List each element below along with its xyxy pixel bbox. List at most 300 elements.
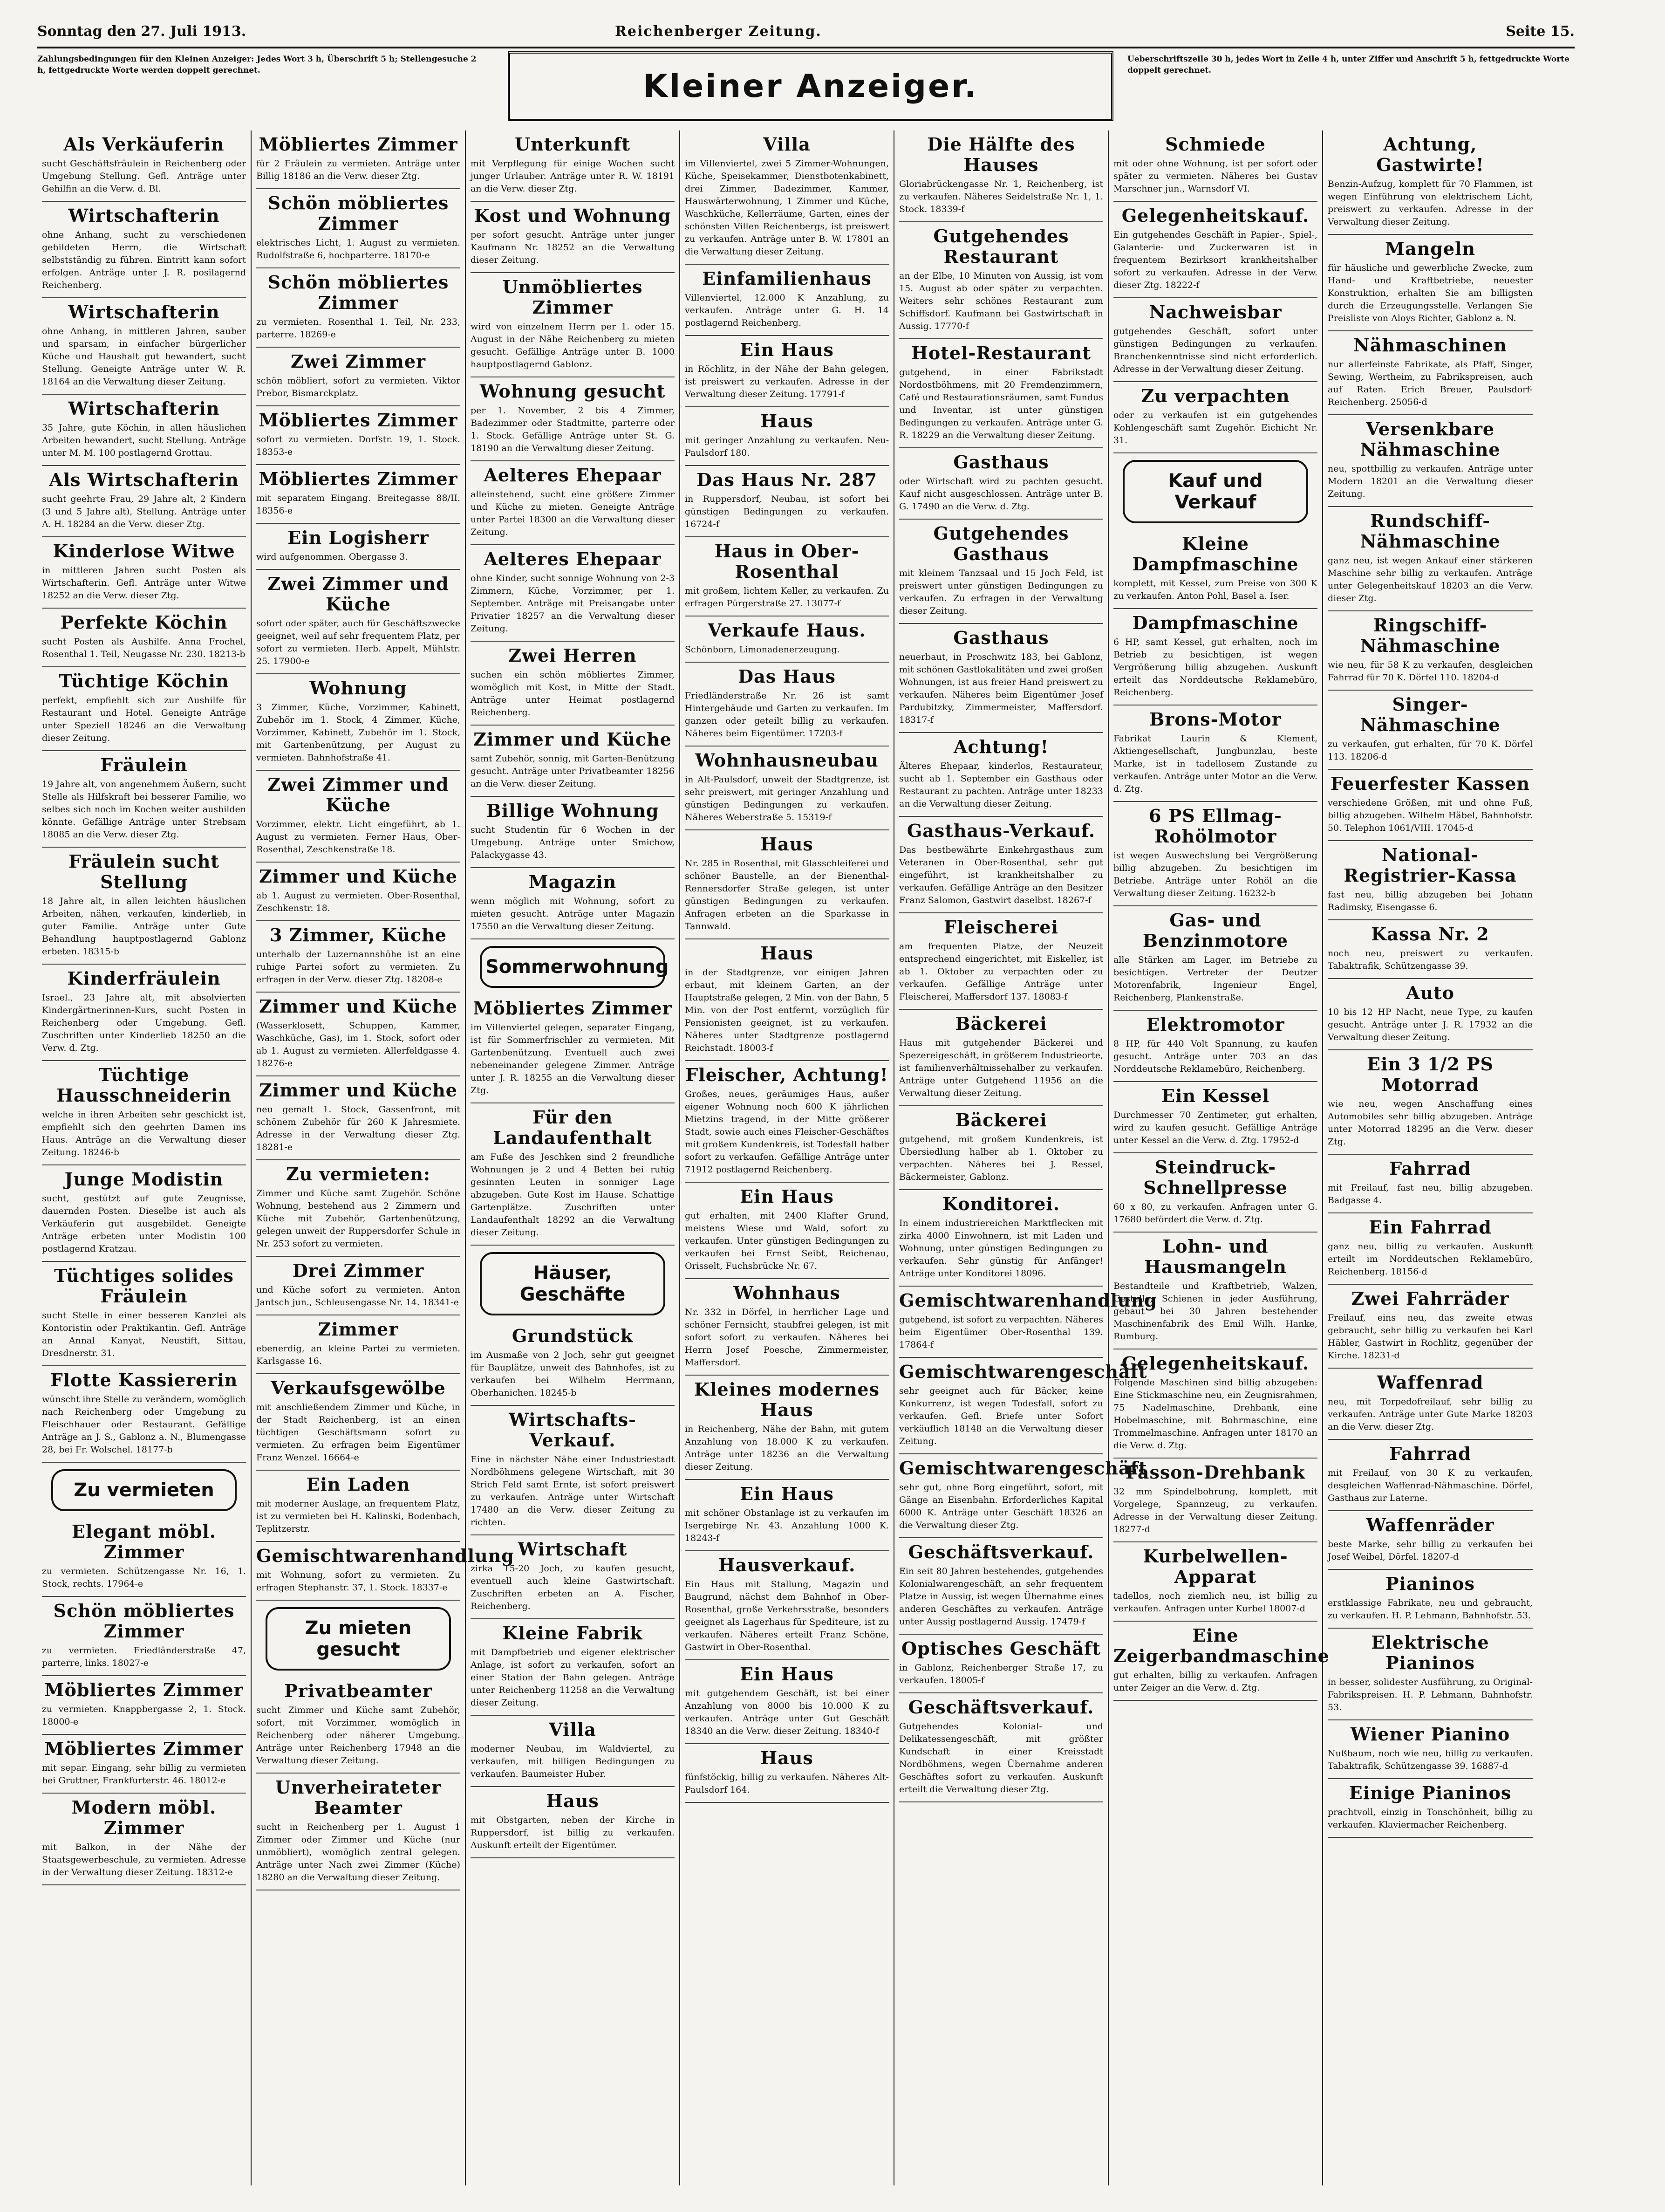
ad-text: elektrisches Licht, 1. August zu vermieten. Rudolfstraße 6, hochparterre. 18170-e (256, 238, 460, 260)
classified-ad (1328, 235, 1533, 331)
ad-text: mit kleinem Tanzsaal und 15 Joch Feld, ist preiswert unter günstigen Bedingungen zu verkaufen. Zu erfragen in der Verwaltung dieser Zeitung. (899, 568, 1103, 616)
ad-text: komplett, mit Kessel, zum Preise von 300 K zu verkaufen. Anton Pohl, Basel a. Iser. (1113, 578, 1317, 601)
ad-heading: Wirtschafts-Verkauf. (509, 1409, 636, 1451)
ad-text: mit Verpflegung für einige Wochen sucht junger Urlauber. Anträge unter R. W. 18191 an die Verw. dieser Ztg. (471, 158, 675, 194)
ad-heading: Zimmer und Küche (259, 866, 457, 887)
ad-text: Folgende Maschinen sind billig abzugeben: Eine Stickmaschine neu, ein Zeugnisrahmen, 75 Nadelmaschine, Drehbank, eine Hobelmaschine, mit Bohrmaschine, eine Trommelmaschine. Anfragen unter 18170 an die Verw. d. Ztg. (1113, 1377, 1317, 1451)
ad-heading: Fasson-Drehbank (1126, 1462, 1305, 1483)
classified-ad (42, 202, 246, 298)
ad-text: 6 HP, samt Kessel, gut erhalten, noch im Betrieb zu besichtigen, ist wegen Vergrößerung billig abzugeben. Auskunft erteilt das Norddeutsche Reklamebüro, Reichenberg. (1113, 637, 1317, 698)
classified-ad (256, 570, 460, 674)
ad-text: ohne Kinder, sucht sonnige Wohnung von 2-3 Zimmern, Küche, Vorzimmer, per 1. September. Anträge mit Preisangabe unter Privatier 18257 an die Verwaltung dieser Zeitung. (471, 573, 675, 634)
ad-text: 35 Jahre, gute Köchin, in allen häuslichen Arbeiten bewandert, sucht Stellung. Anträge unter M. M. 100 postlagernd Grottau. (42, 423, 246, 458)
ad-text: in Reichenberg, Nähe der Bahn, mit gutem Anzahlung von 18.000 K zu verkaufen. Anträge unter 18236 an die Verwaltung dieser Zeitung. (685, 1424, 889, 1472)
ad-text: Ein Haus mit Stallung, Magazin und Baugrund, nächst dem Bahnhof in Ober-Rosenthal, große Verkehrsstraße, besonders geeignet als Lagerhaus für Spediteure, ist zu verkaufen. Näheres erteilt Franz Schöne, Gastwirt in Ober-Rosenthal. (685, 1579, 889, 1652)
ad-heading: Hotel-Restaurant (911, 342, 1091, 363)
issue-date: Sonntag den 27. Juli 1913. (37, 23, 246, 40)
ad-heading: Ein Haus (740, 1186, 834, 1207)
ad-heading: Aelteres Ehepaar (484, 465, 662, 486)
ad-text: neu, mit Torpedofreilauf, sehr billig zu verkaufen. Anträge unter Gute Marke 18203 an die Verw. dieser Ztg. (1328, 1397, 1533, 1432)
ad-column (37, 130, 252, 2185)
ad-heading: Fahrrad (1389, 1158, 1471, 1179)
ad-text: Das bestbewährte Einkehrgasthaus zum Veteranen in Ober-Rosenthal, sehr gut eingeführt, ist krankheitshalber zu verkaufen. Gefällige Anträge an den Besitzer Franz Salomon, Gastwirt daselbst. 18267-f (899, 845, 1103, 905)
ad-text: sofort oder später, auch für Geschäftszwecke geeignet, weil auf sehr frequentem Platz, per sofort zu vermieten. Herb. Appelt, Mühlstr. 25. 17900-e (256, 618, 460, 666)
classified-ad (256, 1774, 460, 1890)
ad-text: ganz neu, ist wegen Ankauf einer stärkeren Maschine sehr billig zu verkaufen. Anträge unter Gelegenheitskauf 18203 an die Verw. dieser Ztg. (1328, 555, 1533, 603)
ad-heading: Gemischtwarenhandlung (256, 1545, 514, 1566)
classified-ad (685, 265, 889, 336)
ad-heading: Ein Kessel (1161, 1085, 1270, 1106)
classified-ad (471, 377, 675, 461)
ad-text: per sofort gesucht. Anträge unter junger Kaufmann Nr. 18252 an die Verwaltung dieser Zeitung. (471, 230, 675, 265)
ad-heading: Elegant möbl. Zimmer (72, 1521, 216, 1562)
ad-column (1323, 130, 1537, 2185)
ad-heading: Wirtschafterin (68, 398, 220, 419)
classified-ad (685, 1480, 889, 1551)
classified-ad (42, 1794, 246, 1885)
classified-ad (42, 1262, 246, 1366)
ad-heading: Ein Haus (740, 1664, 834, 1685)
classified-ad (42, 751, 246, 848)
ad-heading: Zwei Zimmer (290, 351, 426, 372)
ad-heading: Kinderfräulein (67, 968, 221, 989)
ad-heading: Lohn- und Hausmangeln (1144, 1236, 1287, 1277)
ad-text: sucht Geschäftsfräulein in Reichenberg oder Umgebung Stellung. Gefl. Anträge unter Gehilfin an die Verw. d. Bl. (42, 158, 246, 194)
ad-text: neuerbaut, in Proschwitz 183, bei Gablonz, mit schönen Gastlokalitäten und zwei großen Wohnungen, ist aus freier Hand preiswert zu verkaufen. Näheres beim Eigentümer Josef Pardubitzky, Zimmermeister, Maffersdorf. 18317-f (899, 652, 1103, 725)
ad-text: mit Wohnung, sofort zu vermieten. Zu erfragen Stephanstr. 37, 1. Stock. 18337-e (256, 1570, 460, 1593)
ad-heading: Schön möbliertes Zimmer (53, 1600, 235, 1642)
classified-ad (256, 1374, 460, 1471)
ad-heading: Pianinos (1385, 1573, 1475, 1594)
ad-heading: Ein Logisherr (287, 527, 429, 548)
ad-text: 10 bis 12 HP Nacht, neue Type, zu kaufen gesucht. Anträge unter J. R. 17932 an die Verwaltung dieser Zeitung. (1328, 1007, 1533, 1042)
classified-ad (1328, 331, 1533, 415)
ad-heading: Haus (760, 411, 813, 431)
classified-ad (471, 130, 675, 202)
ad-heading: Möbliertes Zimmer (44, 1679, 244, 1700)
ad-text: 3 Zimmer, Küche, Vorzimmer, Kabinett, Zubehör im 1. Stock, 4 Zimmer, Küche, Vorzimmer, Kabinett, Zubehör im 1. Stock, mit Gartenbenützung, per August zu vermieten. Bahnhofstraße 41. (256, 702, 460, 763)
ad-heading: Zimmer und Küche (473, 729, 672, 750)
classified-ad (471, 1103, 675, 1246)
ad-heading: Verkaufe Haus. (708, 620, 866, 641)
ad-text: oder Wirtschaft wird zu pachten gesucht. Kauf nicht ausgeschlossen. Anträge unter B. G. 17490 an die Verw. d. Ztg. (899, 476, 1103, 512)
ad-text: in besser, solidester Ausführung, zu Original-Fabrikspreisen. H. P. Lehmann, Bahnhofstr. 53. (1328, 1677, 1533, 1712)
page-number: Seite 15. (1506, 23, 1575, 40)
ad-text: Fabrikat Laurin & Klement, Aktiengesellschaft, Jungbunzlau, beste Marke, ist in tadellosem Zustande zu verkaufen. Anträge unter Motor an die Verw. d. Ztg. (1113, 733, 1317, 794)
ad-text: Benzin-Aufzug, komplett für 70 Flammen, ist wegen Einführung von elektrischem Licht, preiswert zu verkaufen. Adresse in der Verwaltung dieser Zeitung. (1328, 179, 1533, 227)
ad-text: an der Elbe, 10 Minuten von Aussig, ist vom 15. August ab oder später zu verpachten. Weiters sehr schönes Restaurant zum Schiffsdorf. Kaufmann bei Gastwirtschaft in Aussig. 17770-f (899, 271, 1103, 331)
ad-heading: Haus in Ober-Rosenthal (714, 541, 860, 582)
ad-heading: Wohnung gesucht (479, 381, 666, 402)
ad-text: wünscht ihre Stelle zu verändern, womöglich nach Reichenberg oder Umgebung zu Fleischhauer oder Restaurant. Gefällige Anträge an J. S., Gablonz a. N., Blumengasse 28, bei Fr. Wolschel. 18177-b (42, 1394, 246, 1455)
ad-text: für 2 Fräulein zu vermieten. Anträge unter Billig 18186 an die Verw. dieser Ztg. (256, 158, 460, 181)
ad-text: 18 Jahre alt, in allen leichten häuslichen Arbeiten, nähen, verkaufen, kinderlieb, in guter Familie. Anträge unter Gute Behandlung hauptpostlagernd Gablonz erbeten. 18315-b (42, 896, 246, 957)
ad-text: sucht Studentin für 6 Wochen in der Umgebung. Anträge unter Smichow, Palackygasse 43. (471, 825, 675, 860)
ad-heading: Fräulein (100, 754, 188, 775)
classified-ad (471, 1406, 675, 1535)
ad-heading: Drei Zimmer (292, 1260, 424, 1281)
section-heading-box: Zu vermieten (51, 1469, 237, 1511)
ad-text: am frequenten Platze, der Neuzeit entsprechend eingerichtet, mit Eiskeller, ist ab 1. Oktober zu verpachten oder zu verkaufen. Gefällige Anträge unter Fleischerei, Maffersdorf 137. 18083-f (899, 941, 1103, 1002)
ad-heading: Gutgehendes Gasthaus (933, 523, 1069, 564)
ad-heading: Gasthaus-Verkauf. (907, 820, 1096, 841)
ad-heading: Für den Landaufenthalt (493, 1107, 652, 1148)
ad-text: ist wegen Auswechslung bei Vergrößerung billig abzugeben. Zu besichtigen im Betriebe. Anträge unter Rohöl an die Verwaltung dieser Zeitung. 16232-b (1113, 850, 1317, 898)
ad-heading: Fleischerei (944, 917, 1058, 938)
classified-ad (256, 993, 460, 1076)
ad-text: Friedländerstraße Nr. 26 ist samt Hintergebäude und Garten zu verkaufen. Im ganzen oder geteilt billig zu verkaufen. Näheres beim Eigentümer. 17203-f (685, 691, 889, 739)
classified-ad (899, 1010, 1103, 1106)
classified-ad (1113, 609, 1317, 705)
ad-heading: Zwei Zimmer und Küche (267, 774, 449, 815)
classified-ad (685, 746, 889, 830)
ad-text: Durchmesser 70 Zentimeter, gut erhalten, wird zu kaufen gesucht. Gefällige Anträge unter Kessel an die Verw. d. Ztg. 17952-d (1113, 1110, 1317, 1145)
ad-heading: Gemischtwarengeschäft (899, 1361, 1147, 1382)
classified-ad (256, 524, 460, 570)
ad-text: in der Stadtgrenze, vor einigen Jahren erbaut, mit kleinem Garten, an der Hauptstraße gelegen, 2 Min. von der Bahn, 5 Min. von der Post entfernt, vorzüglich für Pensionisten geeignet, ist zu verkaufen. Näheres unter Stadtgrenze postlagernd Reichstadt. 18003-f (685, 967, 889, 1053)
ad-column (252, 130, 514, 2185)
ad-text: ab 1. August zu vermieten. Ober-Rosenthal, Zeschkenstr. 18. (256, 890, 460, 913)
classified-ad (1328, 1155, 1533, 1213)
classified-ad (1328, 770, 1533, 841)
ad-heading: Ein Haus (740, 1483, 834, 1504)
ad-heading: Dampfmaschine (1132, 612, 1299, 633)
ad-text: gut erhalten, mit 2400 Klafter Grund, meistens Wiese und Wald, sofort zu verkaufen. Unter günstigen Bedingungen zu verkaufen bei Ernst Seibt, Reichenau, Orisselt, Fuchsbrücke Nr. 67. (685, 1211, 889, 1271)
ad-text: mit oder ohne Wohnung, ist per sofort oder später zu vermieten. Näheres bei Gustav Marschner jun., Warnsdorf VI. (1113, 158, 1317, 194)
ad-text: wie neu, für 58 K zu verkaufen, desgleichen Fahrrad für 70 K. Dörfel 110. 18204-d (1328, 660, 1533, 683)
classified-ad (1328, 611, 1533, 691)
classified-ad (899, 1538, 1103, 1635)
ad-text: mit anschließendem Zimmer und Küche, in der Stadt Reichenberg, ist an einen tüchtigen Geschäftsmann sofort zu vermieten. Zu erfragen beim Eigentümer Franz Wenzel. 16664-e (256, 1402, 460, 1463)
classified-ad (1328, 1720, 1533, 1779)
ad-heading: Fleischer, Achtung! (685, 1064, 888, 1085)
classified-ad (685, 1660, 889, 1744)
ad-heading: Gelegenheitskauf. (1121, 205, 1310, 226)
ad-text: mit großem, lichtem Keller, zu verkaufen. Zu erfragen Pürgerstraße 27. 13077-f (685, 586, 889, 609)
classified-ad (899, 339, 1103, 448)
ad-heading: Als Wirtschafterin (49, 469, 239, 490)
ad-heading: Villa (763, 134, 811, 155)
classified-ad (1113, 802, 1317, 906)
ad-heading: Privatbeamter (284, 1680, 432, 1701)
ad-text: gutgehend, ist sofort zu verpachten. Näheres beim Eigentümer Ober-Rosenthal 139. 17864-f (899, 1315, 1103, 1350)
classified-ad (42, 130, 246, 202)
classified-ad (471, 461, 675, 545)
section-heading-box: Häuser, Geschäfte (480, 1252, 665, 1315)
classified-ad (42, 466, 246, 537)
classified-ad (256, 1257, 460, 1315)
ad-text: gutgehend, mit großem Kundenkreis, ist Übersiedlung halber ab 1. Oktober zu verpachten. Näheres bei J. Ressel, Bäckermeister, Gablonz. (899, 1134, 1103, 1182)
classified-ad (256, 1160, 460, 1257)
classified-ad (471, 202, 675, 273)
ad-text: Nr. 332 in Dörfel, in herrlicher Lage und schöner Fernsicht, staubfrei gelegen, ist mit sofort sofort zu verkaufen. Näheres bei Herrn Josef Poesche, Zimmermeister, Maffersdorf. (685, 1307, 889, 1368)
ad-heading: Kurbelwellen-Apparat (1143, 1546, 1288, 1587)
classified-ad (256, 674, 460, 771)
ad-text: nur allerfeinste Fabrikate, als Pfaff, Singer, Sewing, Wertheim, zu Fabrikspreisen, auch auf Raten. Erich Breuer, Paulsdorf-Reichenberg. 25056-d (1328, 359, 1533, 407)
classified-ad (899, 624, 1103, 733)
ad-text: fünfstöckig, billig zu verkaufen. Näheres Alt-Paulsdorf 164. (685, 1772, 889, 1795)
classified-ad (899, 520, 1103, 624)
ad-text: und Küche sofort zu vermieten. Anton Jantsch jun., Schleusengasse Nr. 14. 18341-e (256, 1285, 460, 1308)
ad-heading: Bäckerei (955, 1013, 1047, 1034)
classified-ad (1328, 1629, 1533, 1720)
ad-heading: Kleines modernes Haus (694, 1379, 880, 1420)
ad-heading: Gemischtwarengeschäft (899, 1458, 1147, 1479)
ad-column (894, 130, 1157, 2185)
ad-text: zu vermieten. Schützengasse Nr. 16, 1. Stock, rechts. 17964-e (42, 1566, 246, 1589)
classified-ad (685, 663, 889, 746)
ad-text: mit geringer Anzahlung zu verkaufen. Neu-Paulsdorf 180. (685, 435, 889, 458)
ad-text: Israel., 23 Jahre alt, mit absolvierten Kindergärtnerinnen-Kurs, sucht Posten in Reichenberg oder Umgebung. Gefl. Zuschriften unter Kinderlieb 18250 an die Verw. d. Ztg. (42, 993, 246, 1053)
classified-ad (1113, 1153, 1317, 1233)
classified-ad (899, 1693, 1103, 1802)
classified-ad (685, 1551, 889, 1660)
ad-heading: Gelegenheitskauf. (1121, 1353, 1310, 1374)
ad-text: Gloriabrückengasse Nr. 1, Reichenberg, ist zu verkaufen. Näheres Seidelstraße Nr. 1, 1. Stock. 18339-f (899, 179, 1103, 214)
classified-ad (471, 868, 675, 939)
ad-heading: Haus (546, 1790, 599, 1811)
ad-heading: Magazin (528, 871, 617, 892)
ad-text: tadellos, noch ziemlich neu, ist billig zu verkaufen. Anfragen unter Kurbel 18007-d (1113, 1591, 1317, 1614)
classified-ad (1328, 1050, 1533, 1155)
ad-text: zu vermieten. Knappbergasse 2, 1. Stock. 18000-e (42, 1704, 246, 1727)
ad-text: 8 HP, für 440 Volt Spannung, zu kaufen gesucht. Anträge unter 703 an das Norddeutsche Reklamebüro, Reichenberg. (1113, 1039, 1317, 1074)
classified-ad (1113, 1233, 1317, 1349)
ad-heading: Nähmaschinen (1353, 335, 1507, 356)
ad-heading: Kassa Nr. 2 (1371, 924, 1489, 945)
newspaper-page (37, 19, 1575, 2185)
ad-text: alle Stärken am Lager, im Betriebe zu besichtigen. Vertreter der Deutzer Motorenfabrik, Ingenieur Engel, Reichenberg, Plankenstraße. (1113, 955, 1317, 1003)
ad-text: erstklassige Fabrikate, neu und gebraucht, zu verkaufen. H. P. Lehmann, Bahnhofstr. 53. (1328, 1598, 1533, 1621)
ad-heading: Einfamilienhaus (702, 268, 872, 289)
ad-text: in mittleren Jahren sucht Posten als Wirtschafterin. Gefl. Anträge unter Witwe 18252 an die Verw. dieser Ztg. (42, 565, 246, 601)
rates-right: Ueberschriftszeile 30 h, jedes Wort in Zeile 4 h, unter Ziffer und Anschrift 5 h, fettgedruckte Worte doppelt gerechnet. (1127, 55, 1569, 75)
ad-heading: Gutgehendes Restaurant (933, 226, 1069, 267)
classified-ad (256, 1542, 514, 1601)
classified-ad (685, 1376, 889, 1480)
ad-text: prachtvoll, einzig in Tonschönheit, billig zu verkaufen. Klaviermacher Reichenberg. (1328, 1807, 1533, 1830)
ad-text: sucht Posten als Aushilfe. Anna Frochel, Rosenthal 1. Teil, Neugasse Nr. 230. 18213-b (42, 637, 246, 659)
ad-heading: Geschäftsverkauf. (908, 1541, 1094, 1562)
classified-ad (471, 1619, 675, 1716)
ad-heading: Die Hälfte des Hauses (927, 134, 1075, 175)
ad-text: mit Obstgarten, neben der Kirche in Ruppersdorf, ist billig zu verkaufen. Auskunft erteilt der Eigentümer. (471, 1815, 675, 1850)
ad-text: mit moderner Auslage, an frequentem Platz, ist zu vermieten bei H. Kalinski, Bodenbach, Teplitzerstr. (256, 1499, 460, 1534)
ad-heading: Modern möbl. Zimmer (71, 1797, 217, 1838)
ad-text: Nr. 285 in Rosenthal, mit Glasschleiferei und schöner Baustelle, an der Bienenthal-Rennersdorfer Straße gelegen, ist unter günstigen Bedingungen zu verkaufen. Anfragen erbeten an die Sparkasse in Tannwald. (685, 858, 889, 931)
classified-ad (42, 1597, 246, 1676)
ad-text: oder zu verkaufen ist ein gutgehendes Kohlengeschäft samt Zugehör. Eichicht Nr. 31. (1113, 410, 1317, 445)
ad-text: sucht Zimmer und Küche samt Zubehör, sofort, mit Vorzimmer, womöglich in Reichenberg oder näherer Umgebung. Anträge unter Reichenberg 17948 an die Verwaltung dieser Zeitung. (256, 1705, 460, 1766)
ad-heading: Eine Zeigerbandmaschine (1113, 1625, 1330, 1666)
ad-column (680, 130, 894, 2185)
ad-text: neu gemalt 1. Stock, Gassenfront, mit schönem Zubehör für 260 K Jahresmiete. Adresse in der Verwaltung dieser Ztg. 18281-e (256, 1104, 460, 1152)
classified-ad (685, 537, 889, 616)
classified-ad (685, 1279, 889, 1376)
classified-ad (42, 298, 246, 395)
classified-ad (42, 1366, 246, 1463)
classified-ad (256, 189, 460, 268)
classified-ad (42, 1676, 246, 1735)
ad-heading: Das Haus Nr. 287 (696, 469, 878, 490)
ad-text: unterhalb der Luzernannshöhe ist an eine ruhige Partei sofort zu vermieten. Zu erfragen in der Verw. dieser Ztg. 18208-e (256, 949, 460, 985)
ad-text: in Alt-Paulsdorf, unweit der Stadtgrenze, ist sehr preiswert, mit geringer Anzahlung und günstigen Bedingungen zu verkaufen. Näheres Weberstraße 5. 15319-f (685, 774, 889, 822)
ad-text: mit Balkon, in der Nähe der Staatsgewerbeschule, zu vermieten. Adresse in der Verwaltung dieser Zeitung. 18312-e (42, 1842, 246, 1877)
ad-text: sucht Stelle in einer besseren Kanzlei als Kontoristin oder Praktikantin. Gefl. Anträge an Annal Kanyat, Neustift, Sittau, Dresdnerstr. 31. (42, 1310, 246, 1358)
classified-ad (899, 222, 1103, 339)
ad-heading: Ein Laden (306, 1474, 410, 1495)
classified-ad (1328, 1440, 1533, 1511)
ad-text: mit Freilauf, von 30 K zu verkaufen, desgleichen Waffenrad-Nähmaschine. Dörfel, Gasthaus zur Laterne. (1328, 1468, 1533, 1503)
ad-heading: National-Registrier-Kassa (1344, 844, 1517, 886)
ad-heading: Möbliertes Zimmer (259, 410, 458, 431)
classified-ad (42, 965, 246, 1061)
classified-ad (1113, 1082, 1317, 1153)
ad-text: sucht in Reichenberg per 1. August 1 Zimmer oder Zimmer und Küche (nur unmöbliert), womöglich zentral gelegen. Anträge unter Nach zwei Zimmer (Küche) 18280 an die Verwaltung dieser Zeitung. (256, 1822, 460, 1883)
classified-ad (1328, 979, 1533, 1050)
classified-ad (899, 1454, 1147, 1538)
classified-ad (685, 616, 889, 663)
ad-heading: Fahrrad (1389, 1443, 1471, 1464)
ad-heading: Mangeln (1385, 238, 1476, 259)
classified-ad (899, 1287, 1157, 1358)
classified-ad (685, 1744, 889, 1803)
ad-heading: Bäckerei (955, 1109, 1047, 1130)
classified-ad (471, 797, 675, 868)
ad-text: zirka 15-20 Joch, zu kaufen gesucht, eventuell auch kleine Gastwirtschaft. Zuschriften erbeten an A. Fischer, Reichenberg. (471, 1563, 675, 1611)
ad-heading: Auto (1406, 982, 1454, 1003)
ad-text: Älteres Ehepaar, kinderlos, Restaurateur, sucht ab 1. September ein Gasthaus oder Restaurant zu pachten. Anträge unter 18233 an die Verwaltung dieser Zeitung. (899, 761, 1103, 809)
classified-ad (899, 1358, 1147, 1454)
ad-heading: Hausverkauf. (718, 1555, 856, 1575)
ad-heading: Möbliertes Zimmer (259, 468, 458, 489)
classified-ad (1113, 298, 1317, 382)
ad-text: zu vermieten. Rosenthal 1. Teil, Nr. 233, parterre. 18269-e (256, 317, 460, 340)
classified-ad (1328, 1779, 1533, 1838)
ad-text: ganz neu, billig zu verkaufen. Auskunft erteilt im Norddeutschen Reklamebüro, Reichenberg. 18156-d (1328, 1241, 1533, 1277)
ad-heading: Versenkbare Nähmaschine (1360, 418, 1501, 460)
ad-heading: Möbliertes Zimmer (473, 998, 672, 1019)
ad-text: in Gablonz, Reichenberger Straße 17, zu verkaufen. 18005-f (899, 1663, 1103, 1685)
classified-ad (1328, 130, 1533, 235)
ad-heading: 6 PS Ellmag-Rohölmotor (1149, 805, 1282, 847)
ad-heading: Unmöbliertes Zimmer (502, 276, 643, 318)
ad-heading: Kinderlose Witwe (53, 541, 235, 562)
ad-text: wird von einzelnem Herrn per 1. oder 15. August in der Nähe Reichenberg zu mieten gesucht. Gefällige Anträge unter B. 1000 hauptpostlagernd Gablonz. (471, 322, 675, 370)
ad-text: in Röchlitz, in der Nähe der Bahn gelegen, ist preiswert zu verkaufen. Adresse in der Verwaltung dieser Zeitung. 17791-f (685, 364, 889, 399)
classified-ad (685, 939, 889, 1061)
ad-text: zu vermieten. Friedländerstraße 47, parterre, links. 18027-e (42, 1645, 246, 1668)
classified-ad (1113, 202, 1317, 298)
ad-text: in Ruppersdorf, Neubau, ist sofort bei günstigen Bedingungen zu verkaufen. 16724-f (685, 494, 889, 529)
classified-ad (1328, 415, 1533, 507)
ad-text: fast neu, billig abzugeben bei Johann Radimsky, Eisengasse 6. (1328, 890, 1533, 912)
classified-ad (899, 817, 1103, 913)
classified-ad (1328, 691, 1533, 770)
section-heading-box: Sommerwohnung (480, 946, 665, 988)
ad-text: neu, spottbillig zu verkaufen. Anträge unter Modern 18201 an die Verwaltung dieser Zeitung. (1328, 464, 1533, 499)
ad-text: sehr gut, ohne Borg eingeführt, sofort, mit Gänge an Eisenbahn. Erforderliches Kapital 6000 K. Anträge unter Geschäft 18326 an die Verwaltung dieser Ztg. (899, 1482, 1103, 1530)
ad-heading: Waffenrad (1377, 1372, 1484, 1393)
classified-ad (42, 667, 246, 751)
classified-ad (685, 830, 889, 939)
ad-heading: Schmiede (1165, 134, 1266, 155)
classified-ad (256, 1315, 460, 1374)
classified-ad (471, 1787, 675, 1858)
classified-ad (256, 863, 460, 921)
ad-text: Ein gutgehendes Geschäft in Papier-, Spiel-, Galanterie- und Zuckerwaren ist in frequentem Bezirksort krankheitshalber sofort zu verkaufen. Adresse in der Verw. dieser Ztg. 18222-f (1113, 230, 1317, 290)
ad-heading: Zimmer und Küche (259, 1080, 457, 1101)
ad-text: im Villenviertel gelegen, separater Eingang, ist für Sommerfrischler zu vermieten. Mit Gartenbenützung. Eventuell auch zwei nebeneinander gelegene Zimmer. Anträge unter J. R. 18255 an die Verwaltung dieser Ztg. (471, 1022, 675, 1096)
ad-text: (Wasserklosett, Schuppen, Kammer, Waschküche, Gas), im 1. Stock, sofort oder ab 1. August zu vermieten. Allerfeldgasse 4. 18276-e (256, 1020, 460, 1068)
ad-text: welche in ihren Arbeiten sehr geschickt ist, empfiehlt sich den geehrten Damen ins Haus. Anträge an die Verwaltung dieser Zeitung. 18246-b (42, 1109, 246, 1157)
ad-heading: Kleine Fabrik (502, 1623, 643, 1644)
ad-text: In einem industriereichen Marktflecken mit zirka 4000 Einwohnern, ist mit Laden und Wohnung, unter günstigen Bedingungen zu verkaufen. Sehr günstig für Anfänger! Anträge unter Konditorei 18096. (899, 1218, 1103, 1279)
classified-ad (256, 130, 460, 189)
rates-left: Zahlungsbedingungen für den Kleinen Anzeiger: Jedes Wort 3 h, Überschrift 5 h; Stellengesuche 2 h, fettgedruckte Worte werden doppelt gerechnet. (37, 55, 477, 75)
ad-text: 60 x 80, zu verkaufen. Anfragen unter G. 17680 befördert die Verw. d. Ztg. (1113, 1202, 1317, 1225)
ad-text: für häusliche und gewerbliche Zwecke, zum Hand- und Kraftbetriebe, neuester Konstruktion, erhalten Sie am billigsten durch die Erzeugungsstelle. Verlangen Sie Preisliste von Aloys Richter, Gablonz a. N. (1328, 263, 1533, 323)
classified-ad (685, 1061, 889, 1183)
classified-ad (899, 733, 1103, 817)
ad-heading: Einige Pianinos (1349, 1782, 1512, 1803)
classified-ad (42, 537, 246, 609)
ad-text: Vorzimmer, elektr. Licht eingeführt, ab 1. August zu vermieten. Ferner Haus, Ober-Rosenthal, Zeschkenstraße 18. (256, 819, 460, 855)
ad-column (1109, 130, 1330, 2185)
ad-text: im Villenviertel, zwei 5 Zimmer-Wohnungen, Küche, Speisekammer, Dienstbotenkabinett, drei Zimmer, Badezimmer, Kammer, Hauswärterwohnung, 1 Zimmer und Küche, Waschküche, Kellerräume, Garten, eines der schönsten Villen Reichenbergs, ist preiswert zu verkaufen. Anträge unter B. W. 17801 an die Verwaltung dieser Zeitung. (685, 158, 889, 257)
ad-text: sehr geeignet auch für Bäcker, keine Konkurrenz, ist wegen Todesfall, sofort zu verkaufen. Gefl. Briefe unter Sofort verkäuflich 18148 an die Verwaltung dieser Zeitung. (899, 1386, 1103, 1446)
classified-ad (42, 609, 246, 667)
classified-ad (1328, 507, 1533, 611)
classified-ad (471, 273, 675, 377)
ad-text: alleinstehend, sucht eine größere Zimmer und Küche zu mieten. Geneigte Anträge unter Partei 18300 an die Verwaltung dieser Zeitung. (471, 489, 675, 537)
ad-heading: Rundschiff-Nähmaschine (1360, 510, 1501, 552)
classified-ad (471, 545, 675, 642)
classified-ad (899, 913, 1103, 1010)
ad-heading: Aelteres Ehepaar (484, 548, 662, 569)
classified-ad (1113, 1011, 1317, 1082)
ad-heading: Feuerfester Kassen (1330, 773, 1530, 794)
classified-ad (899, 448, 1103, 520)
ad-heading: Steindruck-Schnellpresse (1143, 1157, 1288, 1198)
classified-ad (685, 130, 889, 265)
classified-ad (256, 921, 460, 993)
classified-ad (1328, 920, 1533, 979)
ad-text: mit Freilauf, fast neu, billig abzugeben. Badgasse 4. (1328, 1183, 1533, 1205)
ad-text: moderner Neubau, im Waldviertel, zu verkaufen, mit billigen Bedingungen zu verkaufen. Baumeister Huber. (471, 1744, 675, 1779)
classified-ad (42, 395, 246, 466)
ad-heading: Wohnung (309, 678, 407, 699)
ad-heading: Wirtschafterin (68, 205, 220, 226)
classified-ad (42, 1735, 246, 1794)
ad-heading: Wirtschaft (518, 1539, 628, 1560)
ad-heading: Haus (760, 834, 813, 855)
classified-ad (42, 1061, 246, 1165)
classified-ad (1328, 1369, 1533, 1440)
ad-heading: Haus (760, 1747, 813, 1768)
ad-text: Großes, neues, geräumiges Haus, außer eigener Wohnung noch 600 K jährlichen Mietzins tragend, in der Mitte größerer Stadt, sowie auch eines Fleischer-Geschäftes mit großem Kundenkreis, ist Todesfall halber sofort zu verkaufen. Gefällige Anträge unter 71912 postlagernd Reichenberg. (685, 1089, 889, 1175)
classified-ad (685, 407, 889, 466)
ad-heading: Billige Wohnung (486, 800, 659, 821)
ad-text: samt Zubehör, sonnig, mit Garten-Benützung gesucht. Anträge unter Privatbeamter 18256 an die Verw. dieser Zeitung. (471, 753, 675, 789)
ad-heading: Achtung, Gastwirte! (1376, 134, 1484, 175)
ad-heading: Geschäftsverkauf. (908, 1697, 1094, 1718)
classified-ad (1328, 1285, 1533, 1369)
ad-text: mit separ. Eingang, sehr billig zu vermieten bei Gruttner, Frankfurterstr. 46. 18012-e (42, 1763, 246, 1786)
classified-ad (899, 1190, 1103, 1287)
ad-heading: Zimmer und Küche (259, 996, 457, 1017)
ad-heading: Elektrische Pianinos (1371, 1632, 1489, 1673)
